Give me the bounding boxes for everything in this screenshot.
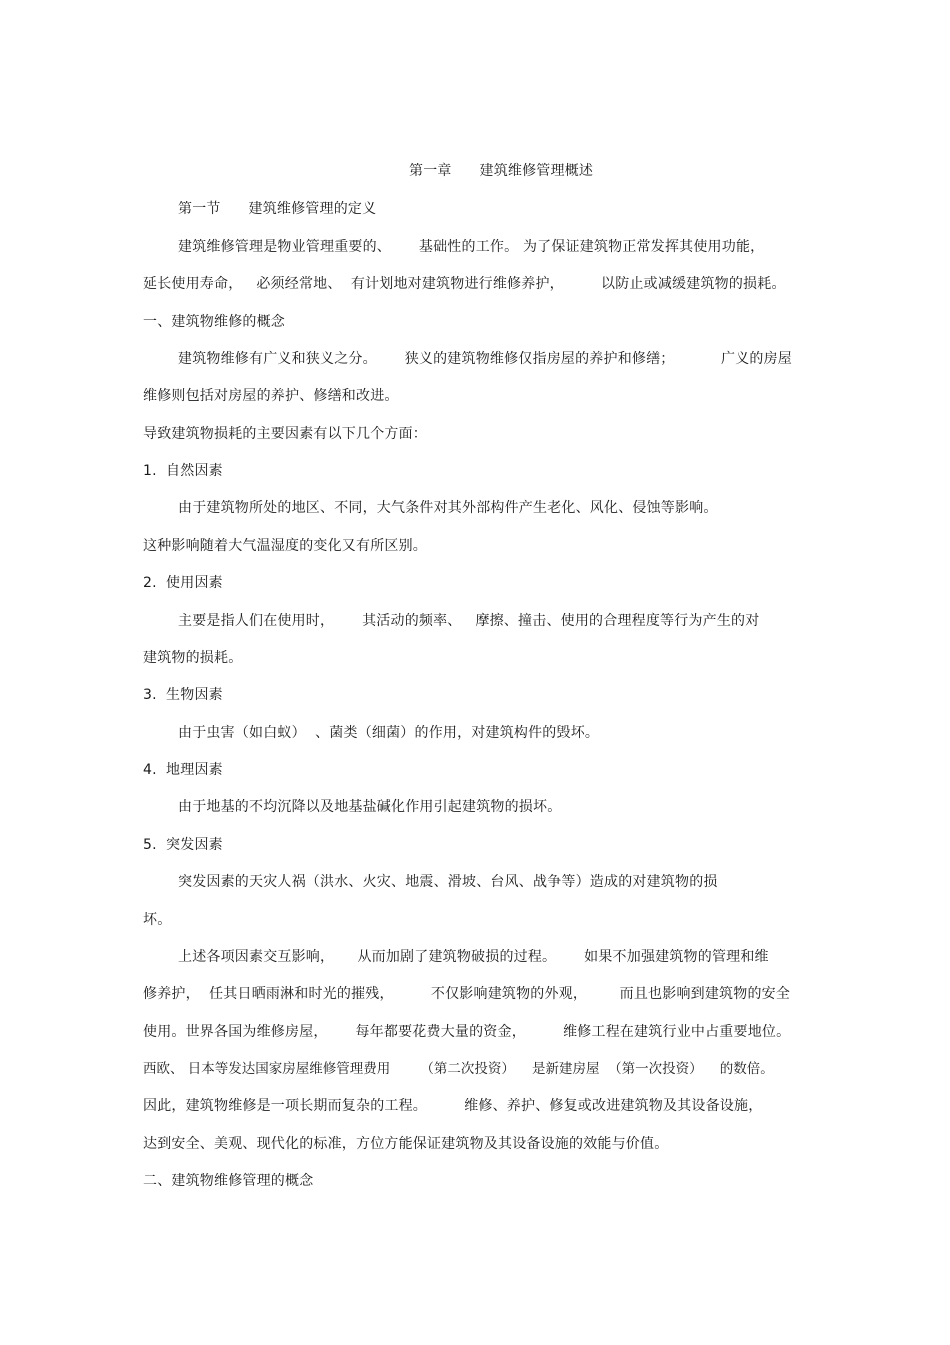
section-title: 第一节 建筑维修管理的定义 (178, 201, 377, 217)
heading-line: 二、建筑物维修管理的概念 (143, 1173, 314, 1189)
paragraph-line: 坏。 (143, 912, 172, 928)
paragraph-line: 建筑维修管理是物业管理重要的、 基础性的工作。 为了保证建筑物正常发挥其使用功能， (178, 239, 765, 255)
heading-line: 一、建筑物维修的概念 (143, 314, 285, 330)
chapter-title: 第一章 建筑维修管理概述 (409, 163, 594, 179)
paragraph-line: 维修则包括对房屋的养护、修缮和改进。 (143, 388, 399, 404)
paragraph-line: 这种影响随着大气温湿度的变化又有所区别。 (143, 538, 427, 554)
paragraph-line: 延长使用寿命， 必须经常地、 有计划地对建筑物进行维修养护， 以防止或减缓建筑物的损耗。 (143, 276, 786, 292)
paragraph-line: 西欧、 日本等发达国家房屋维修管理费用 （第二次投资） 是新建房屋 （第一次投资） 的数倍。 (143, 1061, 774, 1077)
paragraph-line: 建筑物的损耗。 (143, 650, 243, 666)
list-item-heading: 2. 使用因素 (143, 575, 223, 591)
paragraph-line: 上述各项因素交互影响， 从而加剧了建筑物破损的过程。 如果不加强建筑物的管理和维 (178, 949, 769, 965)
list-item-heading: 1. 自然因素 (143, 463, 223, 479)
paragraph-line: 建筑物维修有广义和狭义之分。 狭义的建筑物维修仅指房屋的养护和修缮； 广义的房屋 (178, 351, 793, 367)
paragraph-line: 因此，建筑物维修是一项长期而复杂的工程。 维修、养护、修复或改进建筑物及其设备设施， (143, 1098, 763, 1114)
list-item-heading: 4. 地理因素 (143, 762, 223, 778)
paragraph-line: 主要是指人们在使用时， 其活动的频率、 摩擦、撞击、使用的合理程度等行为产生的对 (178, 613, 760, 629)
paragraph-line: 使用。世界各国为维修房屋， 每年都要花费大量的资金， 维修工程在建筑行业中占重要地位。 (143, 1024, 791, 1040)
paragraph-line: 导致建筑物损耗的主要因素有以下几个方面： (143, 426, 427, 442)
list-item-heading: 3. 生物因素 (143, 687, 223, 703)
paragraph-line: 突发因素的天灾人祸（洪水、火灾、地震、滑坡、台风、战争等）造成的对建筑物的损 (178, 874, 718, 890)
paragraph-line: 由于虫害（如白蚁） 、菌类（细菌）的作用，对建筑构件的毁坏。 (178, 725, 600, 741)
list-item-heading: 5. 突发因素 (143, 837, 223, 853)
paragraph-line: 由于建筑物所处的地区、不同，大气条件对其外部构件产生老化、风化、侵蚀等影响。 (178, 500, 718, 516)
paragraph-line: 达到安全、美观、现代化的标准，方位方能保证建筑物及其设备设施的效能与价值。 (143, 1136, 669, 1152)
paragraph-line: 修养护， 任其日晒雨淋和时光的摧残， 不仅影响建筑物的外观， 而且也影响到建筑物的安全 (143, 986, 791, 1002)
paragraph-line: 由于地基的不均沉降以及地基盐碱化作用引起建筑物的损坏。 (178, 799, 562, 815)
